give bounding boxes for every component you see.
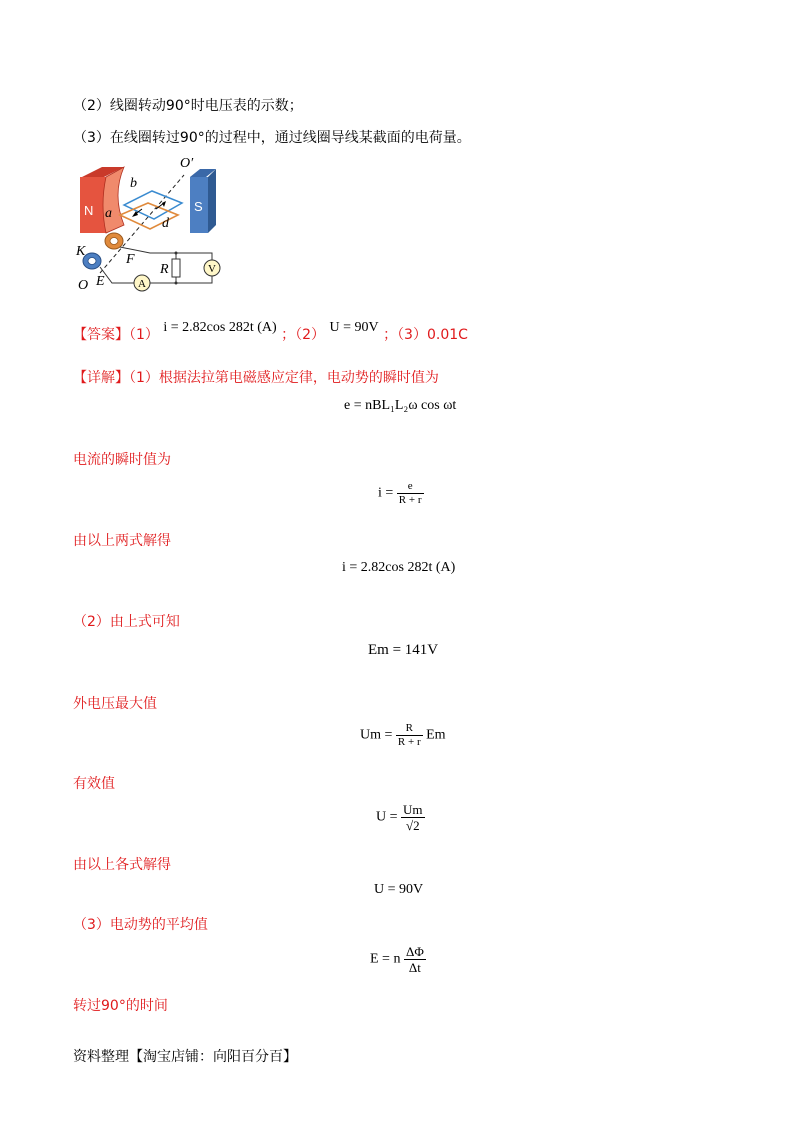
answer-part2: （2） [295, 327, 326, 343]
text-external-max: 外电压最大值 [73, 696, 157, 712]
question-3: （3）在线圈转过90°的过程中，通过线圈导线某截面的电荷量。 [73, 130, 471, 146]
equation-emf: e = nBL₁L₂ω cos ωt [344, 398, 457, 413]
equation-current-formula: i = $\frac{e}{R + r}$ [378, 480, 422, 506]
equation-um: Um = $\frac{R}{R + r}$ Em [360, 722, 446, 748]
text-solve-two: 由以上两式解得 [73, 533, 171, 549]
text-from-above: （2）由上式可知 [73, 614, 180, 630]
equation-u-result: U = 90V [374, 882, 424, 897]
detail-intro: 【详解】（1）根据法拉第电磁感应定律，电动势的瞬时值为 [73, 370, 439, 386]
answer-sep2: ； [383, 327, 398, 343]
answer-eq2: U = 90V [329, 320, 379, 335]
label-o-prime: O′ [180, 156, 194, 171]
text-average-emf: （3）电动势的平均值 [73, 917, 208, 933]
label-a: a [105, 206, 112, 221]
label-n: N [84, 203, 94, 218]
label-s: S [194, 199, 203, 214]
label-k: K [76, 244, 86, 259]
equation-u-eff: U = $\frac{Um}{√2}$ [376, 802, 423, 833]
answer-eq1: i = 2.82cos 282t (A) [163, 320, 277, 335]
answer-part3: （3）0.01C [397, 327, 468, 343]
north-pole-face [103, 167, 124, 233]
text-effective: 有效值 [73, 776, 115, 792]
wire-bottom [100, 267, 136, 283]
equation-em: Em = 141V [368, 642, 439, 658]
label-o: O [78, 278, 89, 293]
answer-part1: （1） [129, 327, 159, 343]
south-magnet-side [208, 169, 216, 233]
label-v: V [208, 263, 216, 275]
footer-source: 资料整理【淘宝店铺：向阳百分百】 [73, 1049, 297, 1065]
label-b: b [130, 176, 137, 191]
text-rotation-time: 转过90°的时间 [73, 998, 168, 1014]
resistor [172, 259, 180, 277]
label-r: R [160, 262, 169, 277]
answer-sep1: ； [281, 327, 296, 343]
equation-current-result: i = 2.82cos 282t (A) [342, 560, 456, 575]
label-f: F [126, 252, 135, 267]
label-a-meter: A [138, 278, 146, 290]
text-solve-all: 由以上各式解得 [73, 857, 171, 873]
equation-e-average: E = n $\frac{\Delta\Phi}{\Delta t}$ [370, 944, 424, 975]
answer-line [73, 320, 468, 346]
label-d: d [162, 216, 169, 231]
label-e: E [96, 274, 105, 289]
question-2: （2）线圈转动90°时电压表的示数； [73, 98, 303, 114]
answer-label: 【答案】 [73, 327, 129, 343]
text-current-instant: 电流的瞬时值为 [73, 452, 171, 468]
generator-figure [72, 155, 222, 295]
